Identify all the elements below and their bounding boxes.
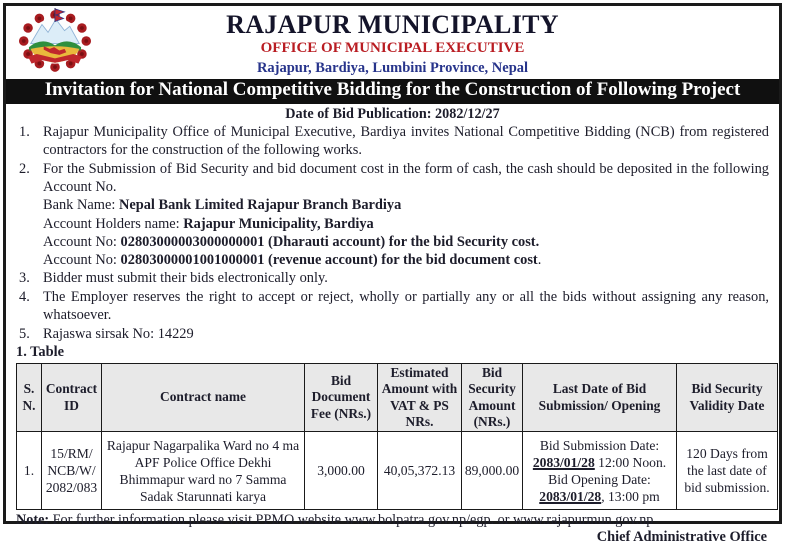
office-name: OFFICE OF MUNICIPAL EXECUTIVE xyxy=(260,40,525,57)
item-number: 2. xyxy=(19,160,30,177)
municipality-name: RAJAPUR MUNICIPALITY xyxy=(226,10,559,39)
bid-notice-document xyxy=(3,3,782,546)
cell-estimated-amount: 40,05,372.13 xyxy=(378,432,462,510)
item-number: 1. xyxy=(19,123,30,140)
nepal-emblem-icon xyxy=(15,8,95,74)
column-header-validity: Bid Security Validity Date xyxy=(677,363,778,431)
signatory-title: Chief Administrative Office xyxy=(596,529,767,546)
account-holder-line xyxy=(43,215,769,233)
item-number: 5. xyxy=(19,325,30,342)
item-text: Rajaswa sirsak No: 14229 xyxy=(43,325,194,342)
bank-name-value: Nepal Bank Limited Rajapur Branch Bardiya xyxy=(118,197,402,214)
column-header-bid-document-fee: Bid Document Fee (NRs.) xyxy=(305,363,378,431)
column-header-contract-name: Contract name xyxy=(102,363,305,431)
bid-submission-label: Bid Submission Date: xyxy=(539,437,660,453)
item-number: 4. xyxy=(19,288,30,305)
bank-name-line xyxy=(43,196,769,214)
account-number-label: Account No: xyxy=(43,233,121,250)
account-holder-label: Account Holders name: xyxy=(43,215,184,232)
revenue-account-value: 02803000001001000001 (revenue account) for the bid document cost xyxy=(120,251,538,268)
table-row xyxy=(17,432,778,510)
table-header-row xyxy=(17,363,778,431)
column-header-contract-id: Contract ID xyxy=(42,363,102,431)
revenue-account-line xyxy=(43,251,769,269)
note-line xyxy=(16,512,769,529)
cell-contract-name: Rajapur Nagarpalika Ward no 4 ma APF Police Office Dekhi Bhimmapur ward no 7 Samma Sadak Starunnati karya xyxy=(102,432,305,510)
cell-validity: 120 Days from the last date of bid submission. xyxy=(677,432,778,510)
bid-table xyxy=(16,363,778,510)
column-header-estimated-amount: Estimated Amount with VAT & PS NRs. xyxy=(378,363,462,431)
item-number: 3. xyxy=(19,269,30,286)
notice-item-5 xyxy=(16,326,769,344)
account-number-label: Account No: xyxy=(43,251,121,268)
account-holder-value: Rajapur Municipality, Bardiya xyxy=(183,215,374,232)
item-text: Bidder must submit their bids electronically only. xyxy=(43,269,328,286)
column-header-bid-security: Bid Security Amount (NRs.) xyxy=(462,363,523,431)
notice-item-1 xyxy=(16,124,769,160)
table-caption: 1. Table xyxy=(16,344,64,361)
cell-bid-security-amount: 89,000.00 xyxy=(462,432,523,510)
municipality-address: Rajapur, Bardiya, Lumbini Province, Nepal xyxy=(256,60,529,77)
note-text: For further information please visit PPMO website www.bolpatra.gov.np/egp. or www.rajapurmun.gov.np xyxy=(49,512,654,529)
line-period: . xyxy=(537,251,542,268)
cell-last-date xyxy=(523,432,677,510)
item-text: Rajapur Municipality Office of Municipal Executive, Bardiya invites National Competitive Bidding (NCB) from registered contractors for the construction of the following works. xyxy=(43,123,769,158)
note-label: Note: xyxy=(16,512,50,529)
municipality-logo xyxy=(15,8,95,74)
item-text: For the Submission of Bid Security and bid document cost in the form of cash, the cash should be deposited in the following Account No. xyxy=(43,160,769,195)
bid-submission-date: 2083/01/28 12:00 Noon. xyxy=(532,454,667,470)
invitation-banner: Invitation for National Competitive Bidding for the Construction of Following Project xyxy=(6,79,779,104)
cell-contract-id: 15/RM/ NCB/W/ 2082/083 xyxy=(42,432,102,510)
cell-sn: 1. xyxy=(17,432,42,510)
bank-name-label: Bank Name: xyxy=(43,197,119,214)
notice-body xyxy=(6,124,779,547)
bid-publication-date: Date of Bid Publication: 2082/12/27 xyxy=(285,105,500,122)
bid-opening-label: Bid Opening Date: xyxy=(548,471,651,487)
item-text: The Employer reserves the right to accept or reject, wholly or partially any or all the bids without assigning any reason, whatsoever. xyxy=(43,288,769,323)
notice-item-3 xyxy=(16,270,769,288)
document-header xyxy=(6,6,779,75)
notice-item-2 xyxy=(16,161,769,197)
bid-opening-date: 2083/01/28, 13:00 pm xyxy=(539,488,660,504)
dharauti-account-line xyxy=(43,233,769,251)
column-header-sn: S. N. xyxy=(17,363,42,431)
column-header-last-date: Last Date of Bid Submission/ Opening xyxy=(523,363,677,431)
notice-item-4 xyxy=(16,289,769,325)
cell-bid-document-fee: 3,000.00 xyxy=(305,432,378,510)
dharauti-account-value: 02803000003000000001 (Dharauti account) for the bid Security cost. xyxy=(120,233,540,250)
